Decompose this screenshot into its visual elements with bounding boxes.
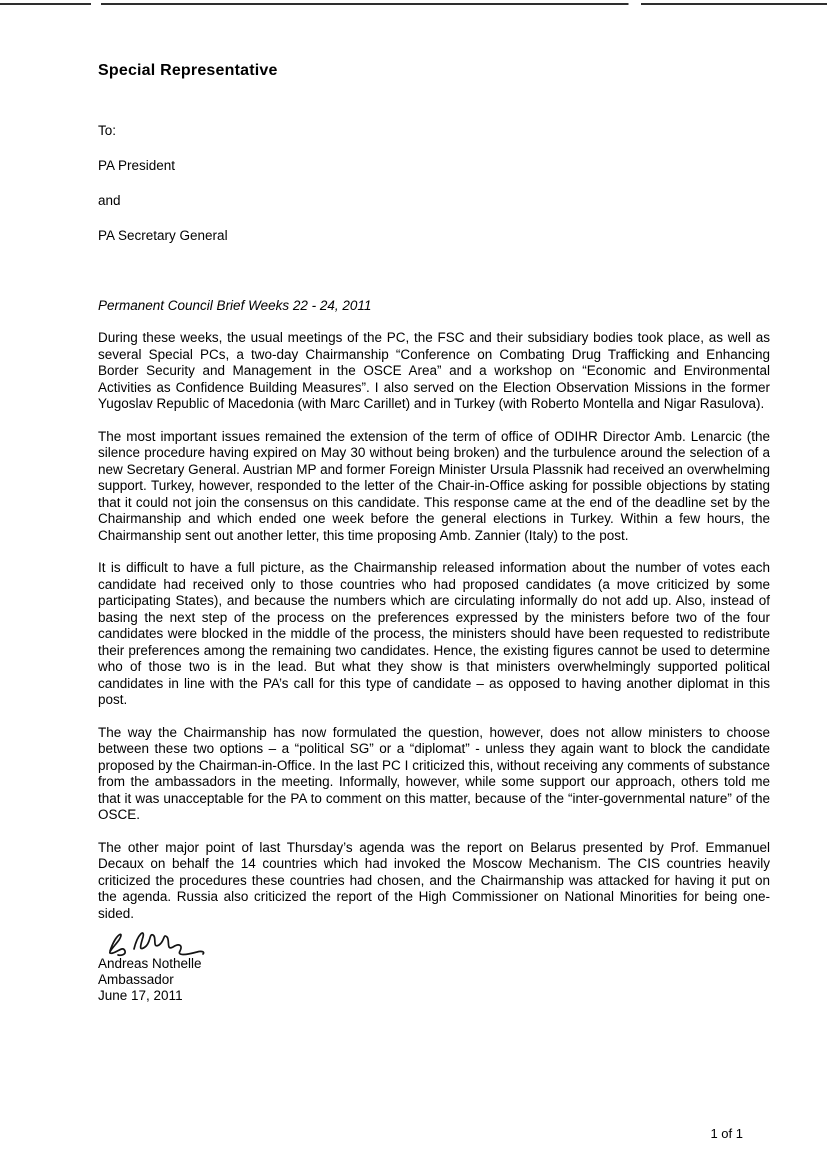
recipient-to-label: To: xyxy=(98,123,117,138)
paragraph-4: The way the Chairmanship has now formulated the question, however, does not allow ministers to choose between these two options – a “political SG” or a “diplomat” - unless they again want to block the candidate proposed by the Chairman-in-Office. In the last PC I criticized this, without receiving any comments of substance from the ambassadors in the meeting. Informally, however, while some support our approach, others told me that it was unacceptable for the PA to comment on this matter, because of the “inter-governmental nature” of the OSCE. xyxy=(98,724,770,822)
handwritten-signature-icon xyxy=(100,926,212,960)
scan-artifact-line xyxy=(0,3,827,5)
recipient-line-president: PA President xyxy=(98,158,176,173)
subject-line: Permanent Council Brief Weeks 22 - 24, 2011 xyxy=(98,298,372,313)
paragraph-5: The other major point of last Thursday’s agenda was the report on Belarus presented by Prof. Emmanuel Decaux on behalf the 14 countries which had invoked the Moscow Mechanism. The CIS countries heavily criticized the procedures these countries had chosen, and the Chairmanship was attacked for having it put on the agenda. Russia also criticized the report of the High Commissioner on National Minorities for being one-sided. xyxy=(98,839,770,921)
paragraph-2: The most important issues remained the extension of the term of office of ODIHR Director Amb. Lenarcic (the silence procedure having expired on May 30 without being broken) and the turbulence around the selection of a new Secretary General. Austrian MP and former Foreign Minister Ursula Plassnik had received an overwhelming support. Turkey, however, responded to the letter of the Chair-in-Office asking for possible objections by stating that it could not join the consensus on this candidate. This response came at the end of the deadline set by the Chairmanship and which ended one week before the general elections in Turkey. Within a few hours, the Chairmanship sent out another letter, this time proposing Amb. Zannier (Italy) to the post. xyxy=(98,428,770,543)
page-number: 1 of 1 xyxy=(710,1126,743,1141)
signature-block xyxy=(98,926,770,1004)
document-title: Special Representative xyxy=(98,62,278,79)
paragraph-3: It is difficult to have a full picture, as the Chairmanship released information about the number of votes each candidate had received only to those countries who had proposed candidates (a move criticized by some participating States), and because the numbers which are circulating informally do not add up. Also, instead of basing the next step of the process on the preferences expressed by the ministers before two of the four candidates were blocked in the middle of the process, the ministers should have been requested to redistribute their preferences among the remaining two candidates. Hence, the existing figures cannot be used to determine who of those two is in the lead. But what they show is that ministers overwhelmingly supported political candidates in line with the PA’s call for this type of candidate – as opposed to having another diplomat in this post. xyxy=(98,560,770,707)
paragraph-1: During these weeks, the usual meetings of the PC, the FSC and their subsidiary bodies took place, as well as several Special PCs, a two-day Chairmanship “Conference on Combating Drug Trafficking and Enhancing Border Security and Management in the OSCE Area” and a workshop on “Economic and Environmental Activities as Confidence Building Measures”. I also served on the Election Observation Missions in the former Yugoslav Republic of Macedonia (with Marc Carillet) and in Turkey (with Roberto Montella and Nigar Rasulova). xyxy=(98,330,770,411)
signatory-title: Ambassador xyxy=(98,972,174,987)
signature-date: June 17, 2011 xyxy=(98,988,183,1003)
recipient-line-secretary-general: PA Secretary General xyxy=(98,228,228,243)
signatory-name: Andreas Nothelle xyxy=(98,956,202,971)
recipient-line-and: and xyxy=(98,193,121,208)
